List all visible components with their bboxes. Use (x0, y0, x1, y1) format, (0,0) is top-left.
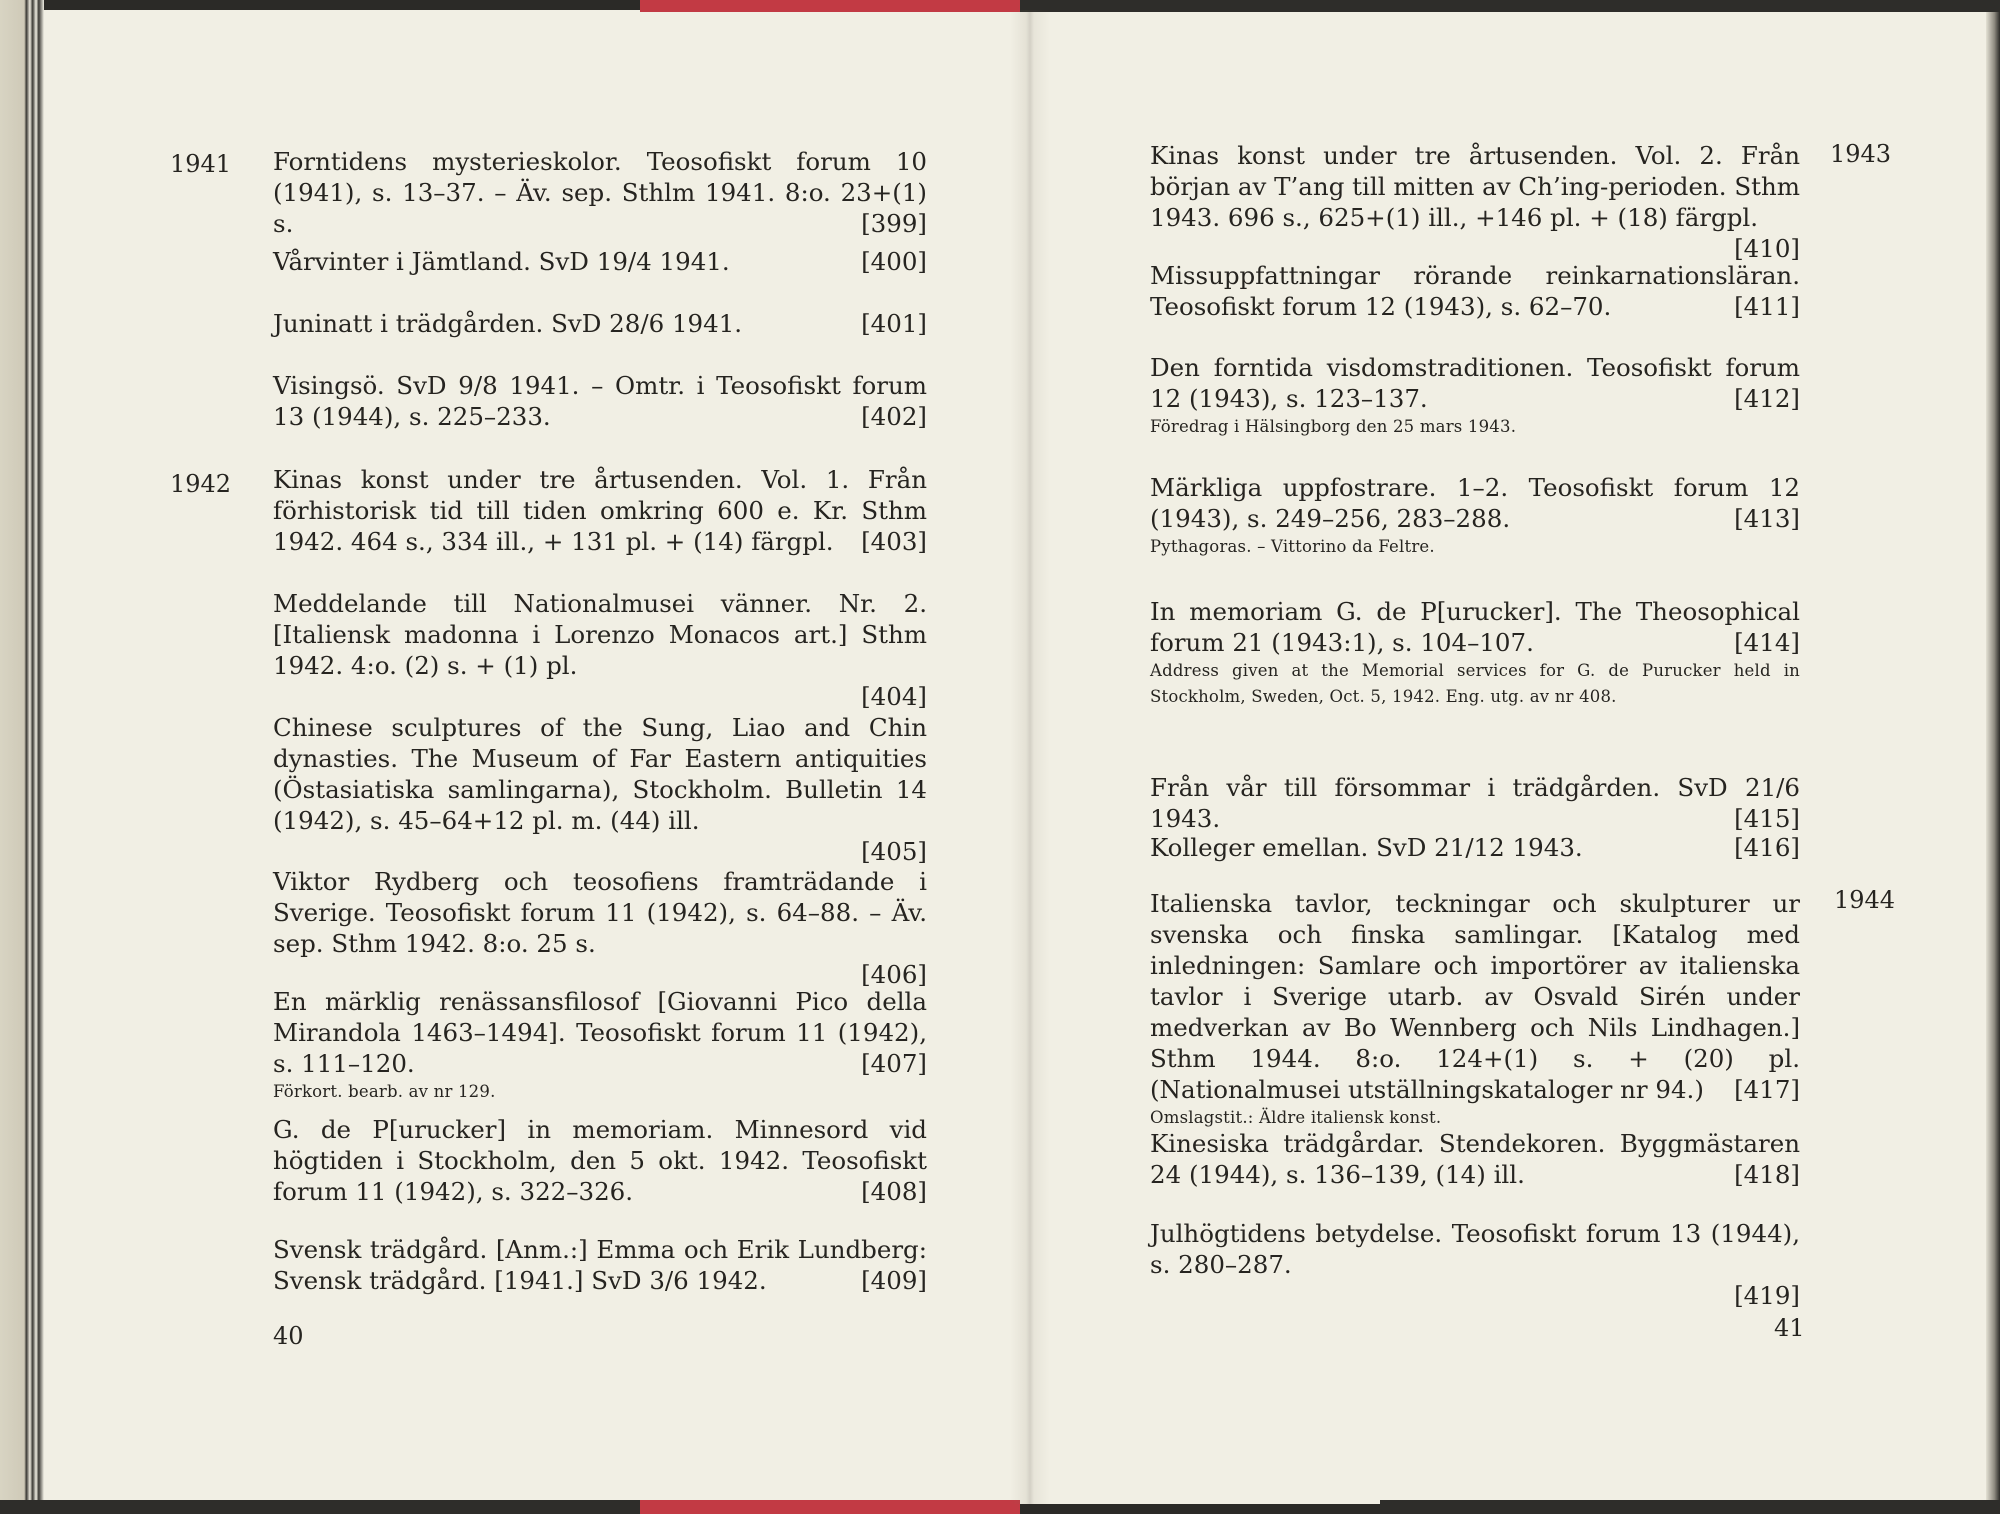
entry-text: Den forntida visdomstraditionen. Teosofiskt forum 12 (1943), s. 123–137. (1150, 353, 1800, 413)
bibliography-entry (273, 986, 927, 1105)
entry-number: [410] (1734, 234, 1800, 263)
entry-text: Kinas konst under tre årtusenden. Vol. 1. Från förhistorisk tid till tiden omkring 600 e. Kr. Sthm 1942. 464 s., 334 ill., + 131 pl. + (14) färgpl. (273, 465, 927, 556)
bibliography-entry (1150, 260, 1800, 322)
entry-text: Märkliga uppfostrare. 1–2. Teosofiskt forum 12 (1943), s. 249–256, 283–288. (1150, 473, 1800, 533)
bibliography-entry (273, 1234, 927, 1296)
entry-number: [401] (861, 309, 927, 338)
bibliography-entry (1150, 772, 1800, 834)
entry-number: [411] (1734, 292, 1800, 321)
entry-text: Visingsö. SvD 9/8 1941. – Omtr. i Teosofiskt forum 13 (1944), s. 225–233. (273, 371, 927, 431)
entry-text: Från vår till försommar i trädgården. SvD 21/6 1943. (1150, 773, 1800, 833)
bibliography-entry (273, 308, 927, 339)
entry-number: [418] (1734, 1160, 1800, 1189)
entry-note: Föredrag i Hälsingborg den 25 mars 1943. (1150, 417, 1517, 436)
entry-note: Pythagoras. – Vittorino da Feltre. (1150, 537, 1435, 556)
entry-number: [408] (861, 1177, 927, 1206)
entry-number: [419] (1734, 1281, 1800, 1310)
entry-text: Vårvinter i Jämtland. SvD 19/4 1941. (273, 247, 730, 276)
entry-number: [415] (1734, 804, 1800, 833)
bibliography-entry (273, 464, 927, 557)
page-number: 40 (273, 1322, 304, 1350)
year-label: 1944 (1834, 886, 1896, 914)
bibliography-entry (1150, 472, 1800, 560)
entry-text: In memoriam G. de P[urucker]. The Theosophical forum 21 (1943:1), s. 104–107. (1150, 597, 1800, 657)
entry-text: Svensk trädgård. [Anm.:] Emma och Erik Lundberg: Svensk trädgård. [1941.] SvD 3/6 1942. (273, 1235, 927, 1295)
bibliography-entry (1150, 888, 1800, 1131)
bibliography-entry (1150, 140, 1800, 264)
entry-note: Omslagstit.: Äldre italiensk konst. (1150, 1108, 1442, 1127)
entry-text: Meddelande till Nationalmusei vänner. Nr. 2. [Italiensk madonna i Lorenzo Monacos art.] Sthm 1942. 4:o. (2) s. + (1) pl. (273, 589, 927, 680)
entry-text: Kinesiska trädgårdar. Stendekoren. Byggmästaren 24 (1944), s. 136–139, (14) ill. (1150, 1129, 1800, 1189)
entry-number: [409] (861, 1266, 927, 1295)
entry-text: En märklig renässansfilosof [Giovanni Pico della Mirandola 1463–1494]. Teosofiskt forum 11 (1942), s. 111–120. (273, 987, 927, 1078)
entry-text: Julhögtidens betydelse. Teosofiskt forum 13 (1944), s. 280–287. (1150, 1219, 1800, 1279)
bibliography-entry (273, 146, 927, 239)
entry-number: [404] (861, 682, 927, 711)
entry-number: [403] (861, 527, 927, 556)
entry-text: Juninatt i trädgården. SvD 28/6 1941. (273, 309, 743, 338)
book-cover-edge (0, 0, 44, 1514)
year-label: 1942 (170, 470, 232, 498)
entry-number: [406] (861, 960, 927, 989)
bibliography-entry (1150, 832, 1800, 863)
entry-number: [413] (1734, 504, 1800, 533)
bibliography-entry (1150, 596, 1800, 710)
bibliography-entry (1150, 352, 1800, 440)
bibliography-entry (273, 866, 927, 990)
entry-text: Missuppfattningar rörande reinkarnationsläran. Teosofiskt forum 12 (1943), s. 62–70. (1150, 261, 1800, 321)
bibliography-entry (273, 712, 927, 867)
entry-text: Forntidens mysterieskolor. Teosofiskt forum 10 (1941), s. 13–37. – Äv. sep. Sthlm 1941. 8:o. 23+(1) s. (273, 147, 927, 238)
bibliography-entry (273, 1114, 927, 1207)
entry-number: [399] (861, 209, 927, 238)
entry-number: [412] (1734, 384, 1800, 413)
bibliography-entry (273, 370, 927, 432)
entry-text: Chinese sculptures of the Sung, Liao and Chin dynasties. The Museum of Far Eastern antiquities (Östasiatiska samlingarna), Stockholm. Bulletin 14 (1942), s. 45–64+12 pl. m. (44) ill. (273, 713, 927, 835)
entry-text: Kolleger emellan. SvD 21/12 1943. (1150, 833, 1583, 862)
entry-number: [414] (1734, 628, 1800, 657)
bibliography-entry (273, 246, 927, 277)
bibliography-entry (1150, 1128, 1800, 1190)
bibliography-entry (1150, 1218, 1800, 1311)
bibliography-entry (273, 588, 927, 712)
entry-note: Address given at the Memorial services for G. de Purucker held in Stockholm, Sweden, Oct. 5, 1942. Eng. utg. av nr 408. (1150, 661, 1800, 706)
entry-text: Italienska tavlor, teckningar och skulpturer ur svenska och finska samlingar. [Katalog med inledningen: Samlare och importörer av italienska tavlor i Sverige utarb. av Osvald Sirén under medverkan av Bo Wennberg och Nils Lindhagen.] Sthm 1944. 8:o. 124+(1) s. + (20) pl. (Nationalmusei utställningskataloger nr 94.) (1150, 889, 1800, 1104)
entry-number: [407] (861, 1049, 927, 1078)
entry-number: [417] (1734, 1075, 1800, 1104)
entry-number: [400] (861, 247, 927, 276)
entry-number: [402] (861, 402, 927, 431)
right-page (1030, 10, 1990, 1504)
entry-text: Viktor Rydberg och teosofiens framträdande i Sverige. Teosofiskt forum 11 (1942), s. 64–88. – Äv. sep. Sthm 1942. 8:o. 25 s. (273, 867, 927, 958)
left-page (44, 10, 1030, 1504)
entry-number: [405] (861, 837, 927, 866)
entry-note: Förkort. bearb. av nr 129. (273, 1082, 496, 1101)
entry-text: G. de P[urucker] in memoriam. Minnesord vid högtiden i Stockholm, den 5 okt. 1942. Teosofiskt forum 11 (1942), s. 322–326. (273, 1115, 927, 1206)
year-label: 1941 (170, 150, 232, 178)
entry-text: Kinas konst under tre årtusenden. Vol. 2. Från början av T’ang till mitten av Ch’ing-perioden. Sthm 1943. 696 s., 625+(1) ill., +146 pl. + (18) färgpl. (1150, 141, 1800, 232)
year-label: 1943 (1830, 140, 1892, 168)
entry-number: [416] (1734, 833, 1800, 862)
page-number: 41 (1774, 1314, 1805, 1342)
